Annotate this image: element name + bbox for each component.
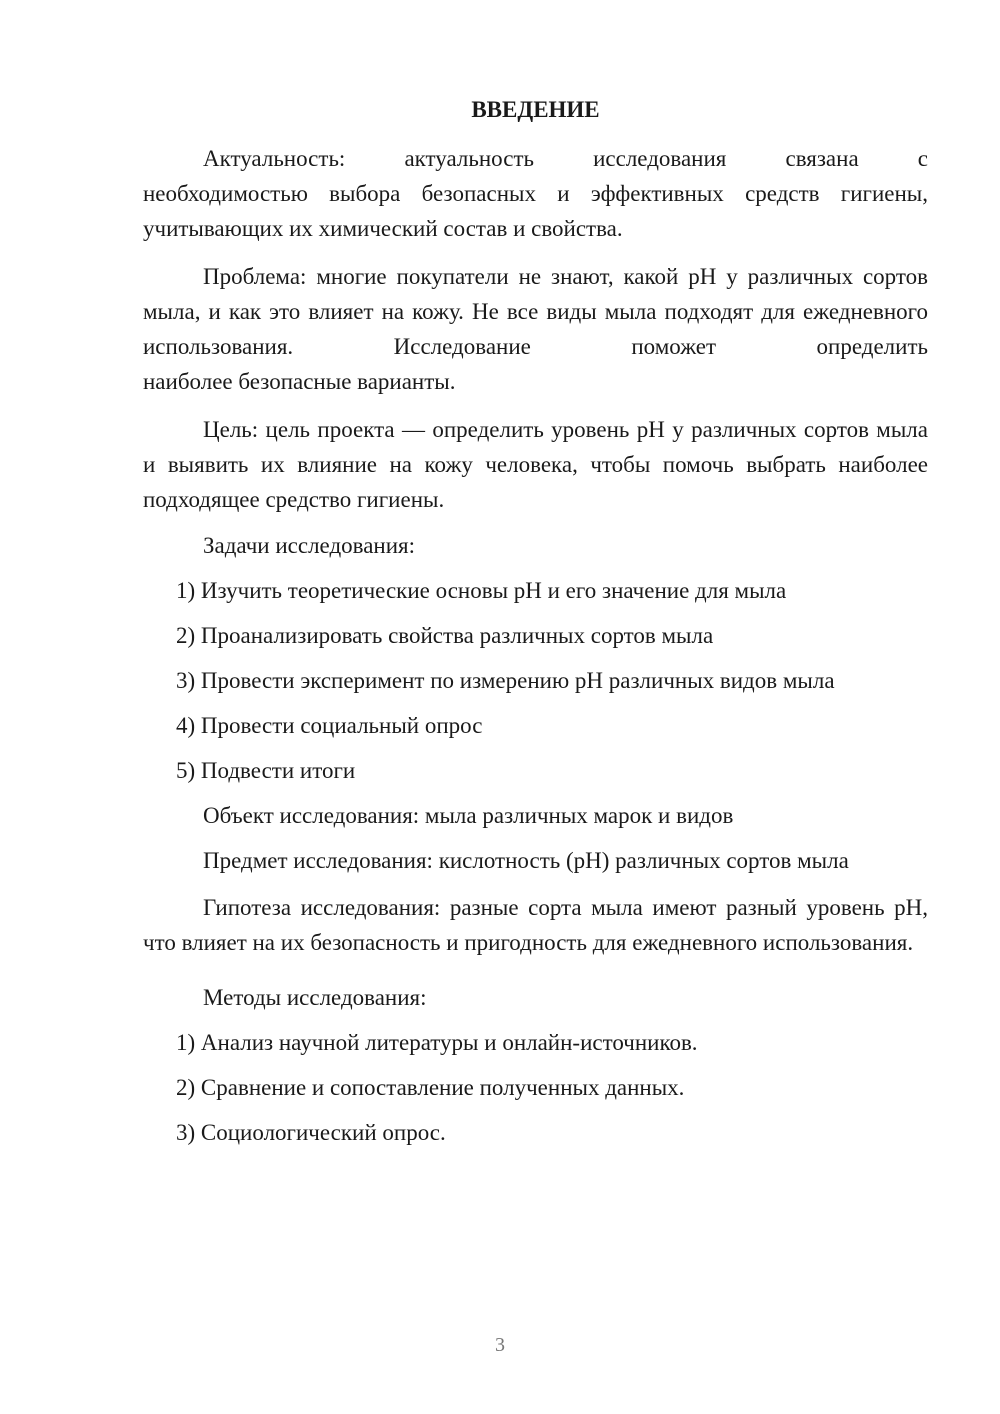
list-item: 2) Проанализировать свойства различных сортов мыла bbox=[176, 623, 714, 648]
tasks-list bbox=[143, 575, 928, 787]
research-subject: Предмет исследования: кислотность (pH) различных сортов мыла bbox=[203, 848, 849, 873]
list-item: 5) Подвести итоги bbox=[176, 758, 356, 783]
list-item: 4) Провести социальный опрос bbox=[176, 713, 483, 738]
list-item: 1) Анализ научной литературы и онлайн-источников. bbox=[176, 1030, 698, 1055]
tasks-title: Задачи исследования: bbox=[203, 533, 416, 558]
relevance-rest: необходимостью выбора безопасных и эффективных средств гигиены, учитывающих их химический состав и свойства. bbox=[143, 181, 928, 241]
methods-title: Методы исследования: bbox=[203, 985, 427, 1010]
list-item: 2) Сравнение и сопоставление полученных данных. bbox=[176, 1075, 685, 1100]
problem-text: Проблема: многие покупатели не знают, какой pH у различных сортов мыла, и как это влияет на кожу. Не все виды мыла подходят для ежедневного использования. Исследование поможет определить bbox=[143, 264, 928, 359]
relevance-first-line: Актуальность: актуальность исследования связана с bbox=[203, 146, 928, 171]
goal-paragraph: Цель: цель проекта — определить уровень pH у различных сортов мыла и выявить их влияние на кожу человека, чтобы помочь выбрать наиболее подходящее средство гигиены. bbox=[143, 417, 928, 512]
page-content bbox=[143, 94, 928, 1162]
page-number: 3 bbox=[495, 1334, 505, 1356]
methods-list bbox=[143, 1027, 928, 1149]
hypothesis-paragraph: Гипотеза исследования: разные сорта мыла имеют разный уровень pH, что влияет на их безопасность и пригодность для ежедневного использования. bbox=[143, 895, 928, 955]
research-object: Объект исследования: мыла различных марок и видов bbox=[203, 803, 734, 828]
problem-paragraph bbox=[143, 259, 928, 399]
problem-last-line: наиболее безопасные варианты. bbox=[143, 369, 456, 394]
list-item: 3) Социологический опрос. bbox=[176, 1120, 446, 1145]
relevance-paragraph bbox=[143, 141, 928, 246]
list-item: 1) Изучить теоретические основы pH и его значение для мыла bbox=[176, 578, 787, 603]
section-heading: ВВЕДЕНИЕ bbox=[471, 97, 600, 122]
list-item: 3) Провести эксперимент по измерению pH различных видов мыла bbox=[176, 668, 835, 693]
